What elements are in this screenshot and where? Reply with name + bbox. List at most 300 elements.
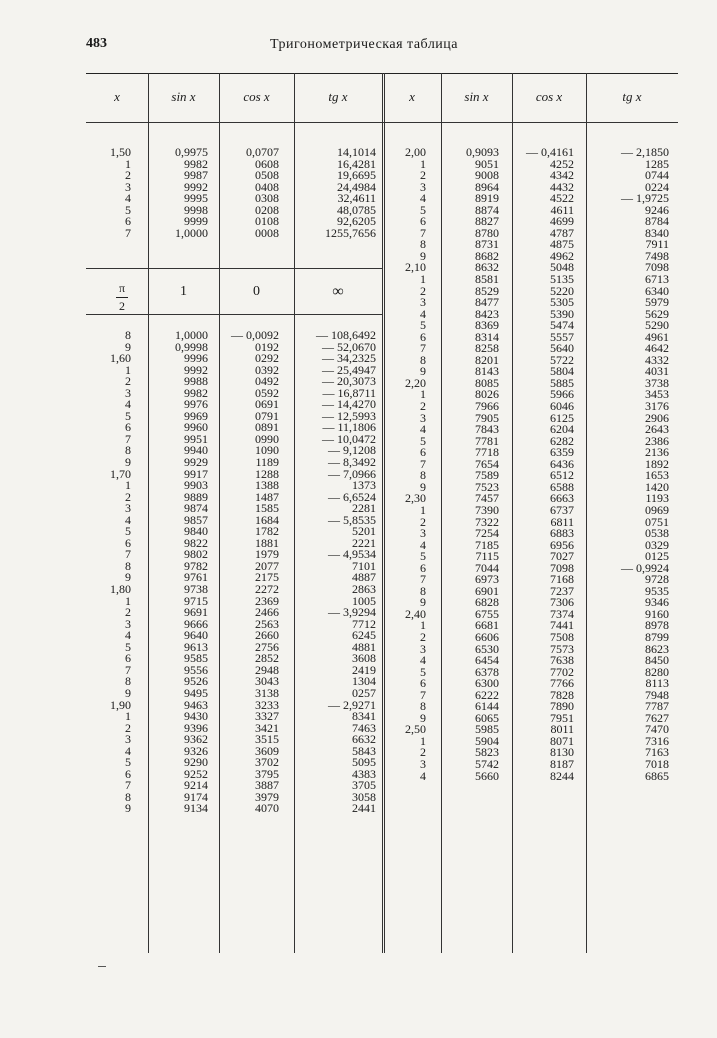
table-cell: 7627 <box>645 710 669 725</box>
table-cell: 7573 <box>550 641 574 656</box>
table-cell: 6737 <box>550 502 574 517</box>
table-cell: 2369 <box>255 593 279 608</box>
table-cell: 6046 <box>550 399 574 414</box>
table-cell: 8 <box>420 699 426 714</box>
table-cell: 2 <box>125 374 131 389</box>
table-cell: 8280 <box>645 664 669 679</box>
table-cell: 0108 <box>255 214 279 229</box>
table-cell: 2756 <box>255 639 279 654</box>
table-cell: 9 <box>125 570 131 585</box>
table-cell: 8026 <box>475 387 499 402</box>
table-cell: 6973 <box>475 572 499 587</box>
header-cos-left: cos x <box>243 89 270 104</box>
table-cell: 2 <box>420 399 426 414</box>
table-cell: 9940 <box>184 443 208 458</box>
pi-numerator: π <box>118 281 126 295</box>
table-cell: 4642 <box>645 341 669 356</box>
table-cell: 5 <box>125 755 131 770</box>
table-cell: 6 <box>420 560 426 575</box>
table-cell: 0691 <box>255 397 279 412</box>
table-cell: 6865 <box>645 768 669 783</box>
pi-denominator: 2 <box>119 299 125 313</box>
table-cell: 5979 <box>645 295 669 310</box>
table-cell: 5804 <box>550 364 574 379</box>
table-cell: 2 <box>420 168 426 183</box>
table-cell: 7185 <box>475 537 499 552</box>
table-cell: — 6,6524 <box>328 489 376 504</box>
table-cell: 5629 <box>645 306 669 321</box>
table-cell: 1193 <box>645 491 669 506</box>
left-bottom-tg-column <box>294 330 376 815</box>
table-cell: 9613 <box>184 639 208 654</box>
table-cell: 7168 <box>550 572 574 587</box>
table-cell: 9640 <box>184 628 208 643</box>
table-cell: 7654 <box>475 456 499 471</box>
table-cell: 9999 <box>184 214 208 229</box>
table-cell: 0392 <box>255 362 279 377</box>
table-cell: — 0,9924 <box>621 560 669 575</box>
table-cell: — 25,4947 <box>322 362 376 377</box>
table-cell: — 5,8535 <box>328 512 376 527</box>
table-cell: 6454 <box>475 653 499 668</box>
table-cell: 5305 <box>550 295 574 310</box>
table-cell: 3 <box>125 732 131 747</box>
table-cell: 2281 <box>352 501 376 516</box>
table-cell: 3515 <box>255 732 279 747</box>
table-cell: 9728 <box>645 572 669 587</box>
table-cell: 8 <box>125 558 131 573</box>
table-cell: 2441 <box>352 801 376 816</box>
table-cell: 3421 <box>255 720 279 735</box>
table-cell: 24,4984 <box>337 179 376 194</box>
table-cell: 7966 <box>475 399 499 414</box>
table-cell: 7 <box>125 662 131 677</box>
table-cell: 2906 <box>645 410 669 425</box>
table-cell: 9160 <box>645 606 669 621</box>
table-cell: 5660 <box>475 768 499 783</box>
table-cell: 9346 <box>645 595 669 610</box>
table-cell: — 8,3492 <box>328 455 376 470</box>
table-cell: 2948 <box>255 662 279 677</box>
table-cell: 0125 <box>645 549 669 564</box>
table-cell: 4383 <box>352 766 376 781</box>
table-cell: 6436 <box>550 456 574 471</box>
table-cell: 8632 <box>475 260 499 275</box>
table-cell: 1 <box>125 478 131 493</box>
table-cell: 8341 <box>352 709 376 724</box>
table-cell: 9998 <box>184 202 208 217</box>
table-cell: 8 <box>420 237 426 252</box>
table-cell: 8780 <box>475 225 499 240</box>
table-cell: 3 <box>125 501 131 516</box>
left-top-x-column <box>86 147 131 239</box>
table-cell: 1,0000 <box>175 225 208 240</box>
table-cell: 0,9998 <box>175 339 208 354</box>
table-cell: 0751 <box>645 514 669 529</box>
table-cell: 9556 <box>184 662 208 677</box>
table-cell: — 3,9294 <box>328 605 376 620</box>
table-cell: 7911 <box>645 237 669 252</box>
right-sin-column <box>441 147 499 782</box>
table-cell: 7508 <box>550 629 574 644</box>
table-cell: 8 <box>125 674 131 689</box>
table-cell: 9960 <box>184 420 208 435</box>
table-cell: 8340 <box>645 225 669 240</box>
table-cell: 8731 <box>475 237 499 252</box>
table-cell: 3795 <box>255 766 279 781</box>
table-cell: 9214 <box>184 778 208 793</box>
table-cell: 3453 <box>645 387 669 402</box>
table-cell: 4 <box>420 537 426 552</box>
table-cell: 0329 <box>645 537 669 552</box>
table-cell: 1 <box>420 618 426 633</box>
table-cell: 6901 <box>475 583 499 598</box>
table-cell: 3138 <box>255 685 279 700</box>
table-cell: — 4,9534 <box>328 547 376 562</box>
table-cell: 6340 <box>645 283 669 298</box>
table-cell: 9996 <box>184 351 208 366</box>
table-cell: 7457 <box>475 491 499 506</box>
table-cell: 8 <box>420 583 426 598</box>
table-cell: 5135 <box>550 272 574 287</box>
table-cell: 3705 <box>352 778 376 793</box>
table-cell: 3609 <box>255 743 279 758</box>
table-cell: 6588 <box>550 479 574 494</box>
margin-mark <box>98 966 106 967</box>
table-cell: 7254 <box>475 526 499 541</box>
table-cell: 8 <box>420 352 426 367</box>
table-cell: — 2,1850 <box>621 145 669 159</box>
table-cell: 8450 <box>645 653 669 668</box>
table-cell: 4875 <box>550 237 574 252</box>
table-cell: 5474 <box>550 318 574 333</box>
header-tg-right: tg x <box>622 89 642 104</box>
table-cell: 2,10 <box>405 260 426 275</box>
table-cell: 2,50 <box>405 722 426 737</box>
table-cell: 1090 <box>255 443 279 458</box>
table-cell: 5722 <box>550 352 574 367</box>
table-cell: 6 <box>420 329 426 344</box>
table-cell: 0744 <box>645 168 669 183</box>
table-cell: 3702 <box>255 755 279 770</box>
table-cell: 6300 <box>475 676 499 691</box>
table-cell: 8978 <box>645 618 669 633</box>
table-cell: 9822 <box>184 535 208 550</box>
table-cell: 8071 <box>550 733 574 748</box>
table-cell: 1782 <box>255 524 279 539</box>
table-cell: 7 <box>125 225 131 240</box>
table-cell: 3 <box>420 641 426 656</box>
table-cell: 0592 <box>255 385 279 400</box>
table-cell: 1,50 <box>110 145 131 159</box>
table-cell: 4342 <box>550 168 574 183</box>
table-cell: 2,00 <box>405 145 426 159</box>
table-cell: 9008 <box>475 168 499 183</box>
table-cell: 3 <box>125 179 131 194</box>
table-cell: 6245 <box>352 628 376 643</box>
table-cell: 9951 <box>184 431 208 446</box>
table-cell: 7 <box>420 456 426 471</box>
table-cell: 8682 <box>475 248 499 263</box>
table-cell: 1288 <box>255 466 279 481</box>
table-cell: 7390 <box>475 502 499 517</box>
table-cell: 6125 <box>550 410 574 425</box>
table-cell: 6632 <box>352 732 376 747</box>
table-cell: 5048 <box>550 260 574 275</box>
table-cell: 5 <box>420 433 426 448</box>
table-cell: 9 <box>420 710 426 725</box>
table-cell: 3327 <box>255 709 279 724</box>
table-cell: 9992 <box>184 179 208 194</box>
special-row-rule <box>86 314 383 315</box>
table-cell: 2 <box>420 629 426 644</box>
table-cell: 6681 <box>475 618 499 633</box>
table-cell: 4 <box>125 628 131 643</box>
left-top-tg-column <box>294 147 376 239</box>
table-cell: 5 <box>125 639 131 654</box>
table-cell: 0538 <box>645 526 669 541</box>
table-cell: 0608 <box>255 156 279 171</box>
table-cell: 2 <box>420 745 426 760</box>
table-cell: 6530 <box>475 641 499 656</box>
table-cell: 5 <box>125 202 131 217</box>
table-cell: 1388 <box>255 478 279 493</box>
table-cell: 2,40 <box>405 606 426 621</box>
table-cell: 9362 <box>184 732 208 747</box>
table-cell: — 34,2325 <box>322 351 376 366</box>
table-cell: 32,4611 <box>337 191 376 206</box>
header-tg-left: tg x <box>328 89 348 104</box>
table-cell: 8201 <box>475 352 499 367</box>
table-cell: 9 <box>420 364 426 379</box>
table-cell: 0257 <box>352 685 376 700</box>
table-cell: 3 <box>420 756 426 771</box>
table-cell: 2 <box>125 168 131 183</box>
table-cell: 3043 <box>255 674 279 689</box>
table-cell: 8 <box>125 328 131 342</box>
table-cell: 3058 <box>352 789 376 804</box>
table-cell: 8784 <box>645 214 669 229</box>
table-cell: 9 <box>125 685 131 700</box>
table-cell: 2852 <box>255 651 279 666</box>
table-cell: 9715 <box>184 593 208 608</box>
left-top-sin-column <box>148 147 208 239</box>
table-cell: — 20,3073 <box>322 374 376 389</box>
table-cell: 4070 <box>255 801 279 816</box>
table-cell: 2,30 <box>405 491 426 506</box>
table-cell: 5220 <box>550 283 574 298</box>
table-cell: 0408 <box>255 179 279 194</box>
table-cell: 7948 <box>645 687 669 702</box>
table-cell: 9969 <box>184 408 208 423</box>
special-cos-value: 0 <box>253 284 260 299</box>
table-cell: 2466 <box>255 605 279 620</box>
table-cell: 0969 <box>645 502 669 517</box>
table-cell: 7115 <box>475 549 499 564</box>
table-cell: 1979 <box>255 547 279 562</box>
table-cell: — 108,6492 <box>316 328 376 342</box>
table-cell: 1 <box>420 272 426 287</box>
table-cell: 9666 <box>184 616 208 631</box>
table-cell: 7441 <box>550 618 574 633</box>
table-cell: 9782 <box>184 558 208 573</box>
table-cell: 9134 <box>184 801 208 816</box>
table-cell: 6 <box>125 214 131 229</box>
table-cell: 1487 <box>255 489 279 504</box>
table-cell: 1,60 <box>110 351 131 366</box>
table-cell: 6065 <box>475 710 499 725</box>
table-cell: 9430 <box>184 709 208 724</box>
table-cell: 8011 <box>550 722 574 737</box>
table-cell: 9326 <box>184 743 208 758</box>
table-cell: 7 <box>125 778 131 793</box>
table-cell: 5 <box>125 408 131 423</box>
table-cell: 7316 <box>645 733 669 748</box>
table-cell: 9396 <box>184 720 208 735</box>
table-cell: 4 <box>420 191 426 206</box>
page-number: 483 <box>86 36 107 51</box>
table-cell: 1255,7656 <box>325 225 376 240</box>
table-cell: 1892 <box>645 456 669 471</box>
table-cell: 3738 <box>645 375 669 390</box>
left-bottom-x-column <box>86 330 131 815</box>
table-cell: 1 <box>420 156 426 171</box>
table-cell: 8423 <box>475 306 499 321</box>
table-cell: 9917 <box>184 466 208 481</box>
table-cell: 9982 <box>184 156 208 171</box>
table-cell: 5557 <box>550 329 574 344</box>
table-cell: — 52,0670 <box>322 339 376 354</box>
table-cell: 2,20 <box>405 375 426 390</box>
table-cell: — 10,0472 <box>322 431 376 446</box>
table-cell: 8258 <box>475 341 499 356</box>
table-cell: 0,9975 <box>175 145 208 159</box>
table-cell: 7163 <box>645 745 669 760</box>
table-cell: — 7,0966 <box>328 466 376 481</box>
table-cell: 6 <box>125 766 131 781</box>
table-cell: 4332 <box>645 352 669 367</box>
table-cell: 8113 <box>645 676 669 691</box>
table-cell: 7 <box>125 547 131 562</box>
table-cell: 8581 <box>475 272 499 287</box>
table-cell: 0990 <box>255 431 279 446</box>
table-cell: 2 <box>125 605 131 620</box>
table-cell: 9992 <box>184 362 208 377</box>
table-cell: 2643 <box>645 422 669 437</box>
table-cell: 7322 <box>475 514 499 529</box>
table-cell: 5 <box>420 318 426 333</box>
table-cell: 7 <box>125 431 131 446</box>
table-cell: 4031 <box>645 364 669 379</box>
table-cell: 8827 <box>475 214 499 229</box>
table-cell: 6 <box>420 676 426 691</box>
table-cell: 4887 <box>352 570 376 585</box>
table-cell: 9995 <box>184 191 208 206</box>
table-cell: 9987 <box>184 168 208 183</box>
table-cell: 3176 <box>645 399 669 414</box>
table-cell: 1,90 <box>110 697 131 712</box>
table-cell: 9738 <box>184 582 208 597</box>
table-cell: 4 <box>420 306 426 321</box>
table-cell: 7787 <box>645 699 669 714</box>
table-cell: 2 <box>125 720 131 735</box>
table-cell: 9051 <box>475 156 499 171</box>
table-cell: 7 <box>420 225 426 240</box>
table-cell: 2660 <box>255 628 279 643</box>
table-cell: 2175 <box>255 570 279 585</box>
table-cell: 6755 <box>475 606 499 621</box>
table-cell: 9 <box>420 595 426 610</box>
table-cell: 4 <box>420 768 426 783</box>
table-cell: 2 <box>125 489 131 504</box>
table-cell: 4 <box>420 653 426 668</box>
table-cell: 5390 <box>550 306 574 321</box>
table-cell: 8799 <box>645 629 669 644</box>
table-cell: 6 <box>125 420 131 435</box>
table-cell: 7098 <box>645 260 669 275</box>
table-cell: — 14,4270 <box>322 397 376 412</box>
table-cell: 9903 <box>184 478 208 493</box>
table-cell: 9982 <box>184 385 208 400</box>
table-cell: 6956 <box>550 537 574 552</box>
table-cell: 4881 <box>352 639 376 654</box>
table-cell: 7237 <box>550 583 574 598</box>
table-cell: 5 <box>420 664 426 679</box>
table-cell: 2272 <box>255 582 279 597</box>
table-cell: 4699 <box>550 214 574 229</box>
table-cell: 2077 <box>255 558 279 573</box>
table-cell: 9526 <box>184 674 208 689</box>
table-cell: 5742 <box>475 756 499 771</box>
table-cell: 1,80 <box>110 582 131 597</box>
table-cell: 7374 <box>550 606 574 621</box>
table-cell: 0224 <box>645 179 669 194</box>
table-cell: 2863 <box>352 582 376 597</box>
table-cell: 8 <box>420 468 426 483</box>
table-cell: 0492 <box>255 374 279 389</box>
table-cell: 6 <box>420 445 426 460</box>
table-cell: 6204 <box>550 422 574 437</box>
table-cell: 6 <box>420 214 426 229</box>
table-cell: 7781 <box>475 433 499 448</box>
table-cell: 0508 <box>255 168 279 183</box>
table-cell: — 0,0092 <box>231 328 279 342</box>
table-cell: 8130 <box>550 745 574 760</box>
header-sin-left: sin x <box>171 89 196 104</box>
table-cell: 6811 <box>550 514 574 529</box>
table-cell: 1 <box>125 362 131 377</box>
table-cell: 8623 <box>645 641 669 656</box>
table-cell: 4252 <box>550 156 574 171</box>
table-cell: 6828 <box>475 595 499 610</box>
table-cell: 0,9093 <box>466 145 499 159</box>
table-cell: 8314 <box>475 329 499 344</box>
table-cell: 6282 <box>550 433 574 448</box>
table-cell: 4 <box>125 512 131 527</box>
table-cell: 9174 <box>184 789 208 804</box>
table-cell: 6 <box>125 535 131 550</box>
table-cell: 0891 <box>255 420 279 435</box>
table-cell: 19,6695 <box>337 168 376 183</box>
table-cell: 5904 <box>475 733 499 748</box>
table-cell: 7098 <box>550 560 574 575</box>
table-cell: 9 <box>125 455 131 470</box>
table-cell: 7905 <box>475 410 499 425</box>
table-cell: 9535 <box>645 583 669 598</box>
table-cell: 4 <box>125 397 131 412</box>
right-cos-column <box>512 147 574 782</box>
table-cell: 1,0000 <box>175 328 208 342</box>
